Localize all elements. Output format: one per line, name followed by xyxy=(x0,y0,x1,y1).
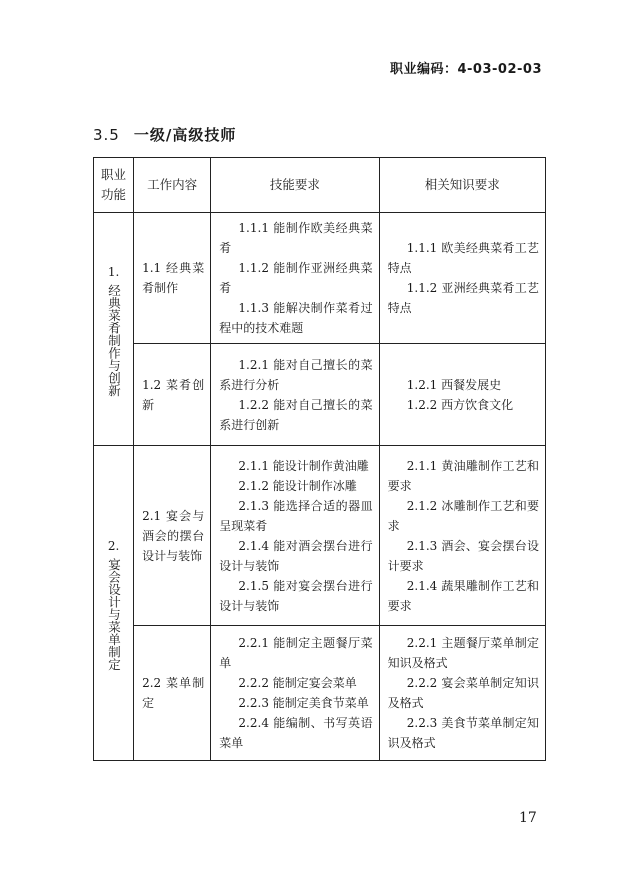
skill-item: 1.1.1 能制作欧美经典菜肴 xyxy=(219,221,373,255)
knowledge-item: 2.1.3 酒会、宴会摆台设计要求 xyxy=(387,538,539,573)
work-content-cell: 2.1 宴会与酒会的摆台设计与装饰 xyxy=(134,446,211,626)
section-number: 3.5 xyxy=(93,126,120,144)
table-row xyxy=(94,446,546,626)
skill-item: 1.2.2 能对自己擅长的菜系进行创新 xyxy=(219,397,373,432)
function-cell xyxy=(94,446,134,761)
skill-item: 2.1.4 能对酒会摆台进行设计与装饰 xyxy=(219,538,373,573)
header-skill: 技能要求 xyxy=(211,158,379,213)
skill-cell xyxy=(211,213,379,344)
header-function-label: 职业功能 xyxy=(101,167,127,202)
header-function xyxy=(94,158,134,213)
header-knowledge: 相关知识要求 xyxy=(379,158,545,213)
knowledge-cell xyxy=(379,626,545,761)
knowledge-cell xyxy=(379,446,545,626)
knowledge-item: 1.1.1 欧美经典菜肴工艺特点 xyxy=(387,241,539,275)
skill-item: 2.1.3 能选择合适的器皿呈现菜肴 xyxy=(219,498,373,533)
knowledge-item: 2.2.3 美食节菜单制定知识及格式 xyxy=(387,716,539,750)
function-number: 2. xyxy=(107,538,120,553)
skill-item: 2.2.2 能制定宴会菜单 xyxy=(238,676,357,690)
occupation-code: 职业编码：4-03-02-03 xyxy=(389,62,542,77)
skill-item: 2.2.4 能编制、书写英语菜单 xyxy=(219,716,373,750)
skill-item: 2.1.1 能设计制作黄油雕 xyxy=(238,458,369,473)
page-number: 17 xyxy=(519,810,537,826)
skill-item: 2.2.1 能制定主题餐厅菜单 xyxy=(219,636,373,670)
table-row xyxy=(94,626,546,761)
section-title: 一级/高级技师 xyxy=(133,126,237,144)
knowledge-item: 2.1.1 黄油雕制作工艺和要求 xyxy=(387,458,539,493)
skill-item: 1.1.3 能解决制作菜肴过程中的技术难题 xyxy=(219,301,373,335)
work-content-cell: 1.1 经典菜肴制作 xyxy=(134,213,211,344)
function-name: 经典菜肴制作与创新 xyxy=(106,283,122,397)
table-header-row xyxy=(94,158,546,213)
skill-cell xyxy=(211,446,379,626)
skill-item: 1.1.2 能制作亚洲经典菜肴 xyxy=(219,261,373,295)
knowledge-item: 2.2.2 宴会菜单制定知识及格式 xyxy=(387,676,539,710)
knowledge-item: 1.2.1 西餐发展史 xyxy=(406,377,502,392)
knowledge-cell xyxy=(379,213,545,344)
skill-item: 2.1.2 能设计制作冰雕 xyxy=(238,478,357,493)
skill-item: 2.2.3 能制定美食节菜单 xyxy=(238,696,369,710)
knowledge-item: 1.1.2 亚洲经典菜肴工艺特点 xyxy=(387,281,539,315)
work-content-cell: 2.2 菜单制定 xyxy=(134,626,211,761)
function-name: 宴会设计与菜单制定 xyxy=(106,557,122,671)
skill-cell xyxy=(211,626,379,761)
skills-table xyxy=(93,157,546,761)
knowledge-item: 2.2.1 主题餐厅菜单制定知识及格式 xyxy=(387,636,539,670)
knowledge-item: 2.1.4 蔬果雕制作工艺和要求 xyxy=(387,578,539,613)
work-content-cell: 1.2 菜肴创新 xyxy=(134,344,211,446)
skill-item: 2.1.5 能对宴会摆台进行设计与装饰 xyxy=(219,578,373,613)
skill-item: 1.2.1 能对自己擅长的菜系进行分析 xyxy=(219,357,373,392)
table-row xyxy=(94,213,546,344)
section-heading xyxy=(93,124,236,145)
knowledge-cell xyxy=(379,344,545,446)
function-number: 1. xyxy=(107,264,120,279)
header-work: 工作内容 xyxy=(134,158,211,213)
function-cell xyxy=(94,213,134,446)
knowledge-item: 2.1.2 冰雕制作工艺和要求 xyxy=(387,498,539,533)
skill-cell xyxy=(211,344,379,446)
knowledge-item: 1.2.2 西方饮食文化 xyxy=(406,397,514,412)
table-row xyxy=(94,344,546,446)
